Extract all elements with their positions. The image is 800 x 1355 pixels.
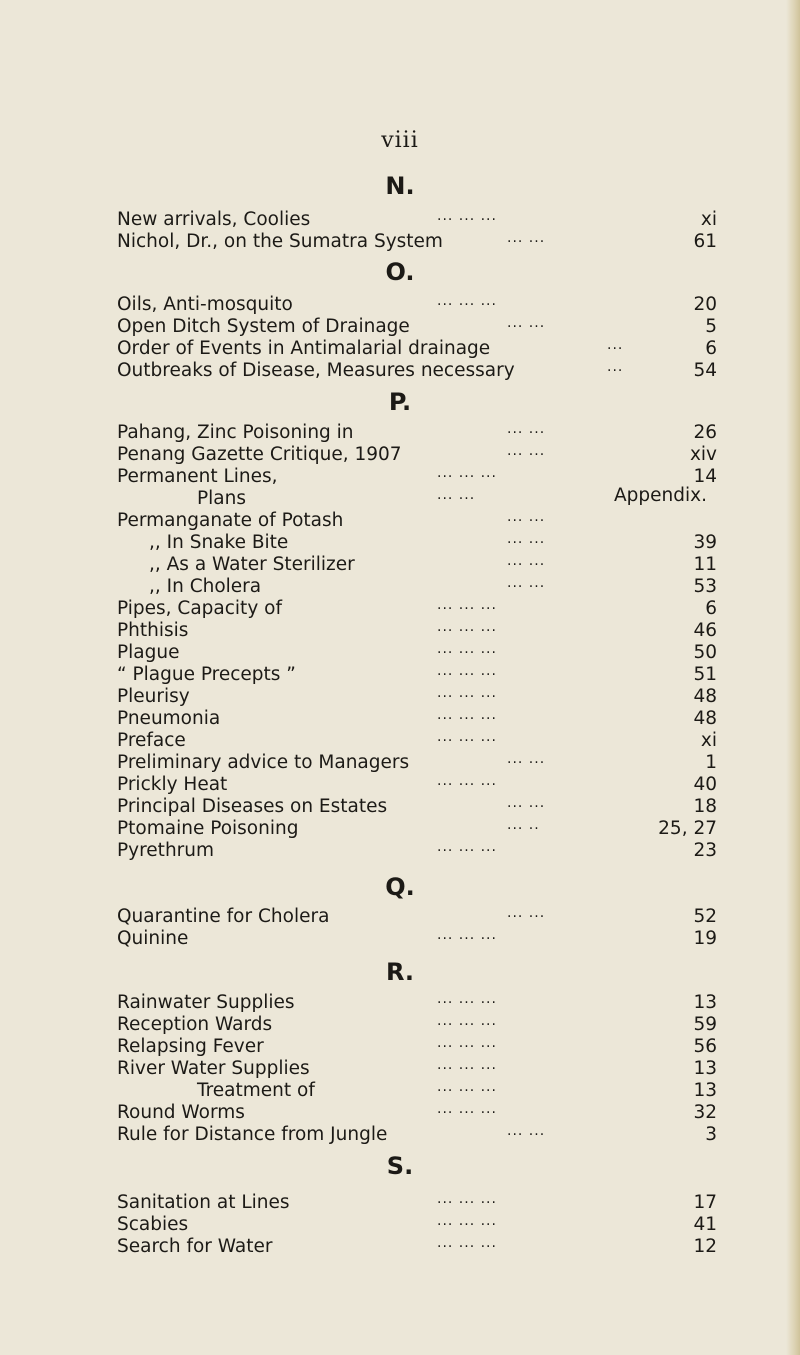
entry-page: 48: [693, 708, 717, 729]
entry-label: Round Worms: [117, 1102, 245, 1123]
entry-label: ,, In Cholera: [149, 576, 262, 597]
entry-label: Relapsing Fever: [117, 1036, 264, 1057]
entry-page: 32: [693, 1102, 717, 1123]
entry-leader: ... ... ...: [437, 685, 497, 701]
entry-leader: ... ..: [507, 817, 540, 833]
entry-label: Quarantine for Cholera: [117, 906, 330, 927]
entry-leader: ... ...: [507, 509, 546, 525]
entry-label: Principal Diseases on Estates: [117, 796, 388, 817]
entry-label: Treatment of: [197, 1080, 315, 1101]
entry-page: 18: [693, 796, 717, 817]
entry-page: 1: [705, 752, 717, 773]
entry-leader: ... ...: [507, 230, 546, 246]
entry-label: Penang Gazette Critique, 1907: [117, 444, 402, 465]
entry-leader: ... ...: [507, 751, 546, 767]
entry-label: Order of Events in Antimalarial drainage: [117, 338, 491, 359]
entry-leader: ... ... ...: [437, 597, 497, 613]
entry-leader: ... ... ...: [437, 641, 497, 657]
entry-page: 5: [705, 316, 717, 337]
entry-leader: ... ...: [507, 1123, 546, 1139]
entry-leader: ... ...: [507, 575, 546, 591]
entry-leader: ... ...: [507, 531, 546, 547]
section-heading-n: N.: [385, 172, 415, 200]
entry-leader: ... ... ...: [437, 208, 497, 224]
entry-leader: ... ... ...: [437, 927, 497, 943]
entry-leader: ... ...: [507, 553, 546, 569]
entry-label: Plague: [117, 642, 180, 663]
entry-leader: ... ... ...: [437, 729, 497, 745]
index-entry: [117, 1234, 717, 1260]
entry-label: “ Plague Precepts ”: [117, 664, 296, 685]
entry-label: Reception Wards: [117, 1014, 273, 1035]
entry-label: Preface: [117, 730, 186, 751]
entry-label: Pneumonia: [117, 708, 221, 729]
index-entry: [117, 229, 717, 255]
entry-leader: ... ... ...: [437, 1213, 497, 1229]
entry-label: Rainwater Supplies: [117, 992, 295, 1013]
entry-page: 13: [693, 1058, 717, 1079]
entry-leader: ... ... ...: [437, 619, 497, 635]
entry-label: Outbreaks of Disease, Measures necessary: [117, 360, 515, 381]
entry-leader: ... ... ...: [437, 1079, 497, 1095]
entry-leader: ... ...: [507, 421, 546, 437]
index-entry: [117, 838, 717, 864]
entry-label: River Water Supplies: [117, 1058, 310, 1079]
entry-leader: ... ... ...: [437, 1191, 497, 1207]
entry-label: Oils, Anti-mosquito: [117, 294, 293, 315]
entry-label: Pipes, Capacity of: [117, 598, 282, 619]
entry-page: xi: [700, 209, 717, 230]
entry-leader: ...: [607, 337, 624, 353]
entry-page: 53: [693, 576, 717, 597]
entry-leader: ... ... ...: [437, 839, 497, 855]
entry-leader: ... ...: [507, 795, 546, 811]
entry-label: Permanent Lines,: [117, 466, 278, 487]
entry-page: 26: [693, 422, 717, 443]
entry-page: 3: [705, 1124, 717, 1145]
entry-leader: ... ... ...: [437, 293, 497, 309]
entry-page: xiv: [689, 444, 717, 465]
entry-label: Plans: [197, 488, 246, 509]
entry-label: Pleurisy: [117, 686, 190, 707]
entry-label: Search for Water: [117, 1236, 273, 1257]
entry-page: 12: [693, 1236, 717, 1257]
entry-leader: ... ...: [507, 443, 546, 459]
section-heading-r: R.: [385, 958, 415, 986]
entry-leader: ... ... ...: [437, 1013, 497, 1029]
entry-page: 17: [693, 1192, 717, 1213]
entry-page: 56: [693, 1036, 717, 1057]
entry-page: 20: [693, 294, 717, 315]
entry-label: Scabies: [117, 1214, 189, 1235]
index-entry: [117, 1122, 717, 1148]
section-heading-p: P.: [388, 388, 412, 416]
entry-leader: ... ... ...: [437, 465, 497, 481]
entry-page: 48: [693, 686, 717, 707]
entry-leader: ... ... ...: [437, 1235, 497, 1251]
entry-leader: ...: [607, 359, 624, 375]
entry-page: 41: [693, 1214, 717, 1235]
entry-page: 52: [693, 906, 717, 927]
entry-label: Preliminary advice to Managers: [117, 752, 410, 773]
entry-label: New arrivals, Coolies: [117, 209, 311, 230]
entry-label: ,, In Snake Bite: [149, 532, 289, 553]
entry-label: ,, As a Water Sterilizer: [149, 554, 355, 575]
entry-leader: ... ... ...: [437, 1057, 497, 1073]
entry-page: 14: [693, 466, 717, 487]
entry-leader: ... ...: [437, 487, 476, 503]
entry-leader: ... ... ...: [437, 991, 497, 1007]
entry-label: Sanitation at Lines: [117, 1192, 290, 1213]
entry-label: Quinine: [117, 928, 189, 949]
section-heading-s: S.: [386, 1152, 414, 1180]
entry-page: 13: [693, 1080, 717, 1101]
entry-label: Ptomaine Poisoning: [117, 818, 299, 839]
entry-leader: ... ... ...: [437, 663, 497, 679]
entry-leader: ... ... ...: [437, 707, 497, 723]
entry-label: Prickly Heat: [117, 774, 228, 795]
entry-page: 51: [693, 664, 717, 685]
entry-label: Permanganate of Potash: [117, 510, 344, 531]
entry-leader: ... ...: [507, 315, 546, 331]
entry-page: 13: [693, 992, 717, 1013]
appendix-label: Appendix.: [614, 485, 707, 506]
entry-page: xi: [700, 730, 717, 751]
entry-page: 61: [693, 231, 717, 252]
index-entry: [117, 358, 717, 384]
entry-page: 25, 27: [658, 818, 717, 839]
entry-page: 40: [693, 774, 717, 795]
section-heading-q: Q.: [385, 873, 415, 901]
entry-leader: ... ... ...: [437, 1035, 497, 1051]
entry-leader: ... ... ...: [437, 773, 497, 789]
page-number: viii: [381, 128, 419, 153]
entry-page: 6: [705, 338, 717, 359]
entry-page: 50: [693, 642, 717, 663]
entry-label: Open Ditch System of Drainage: [117, 316, 410, 337]
entry-leader: ... ...: [507, 905, 546, 921]
entry-label: Pyrethrum: [117, 840, 215, 861]
entry-label: Pahang, Zinc Poisoning in: [117, 422, 354, 443]
entry-page: 19: [693, 928, 717, 949]
entry-page: 39: [693, 532, 717, 553]
entry-label: Phthisis: [117, 620, 189, 641]
entry-label: Nichol, Dr., on the Sumatra System: [117, 231, 443, 252]
entry-page: 54: [693, 360, 717, 381]
entry-page: 11: [693, 554, 717, 575]
entry-page: 23: [693, 840, 717, 861]
entry-label: Rule for Distance from Jungle: [117, 1124, 388, 1145]
section-heading-o: O.: [385, 258, 415, 286]
entry-page: 6: [705, 598, 717, 619]
entry-page: 46: [693, 620, 717, 641]
entry-page: 59: [693, 1014, 717, 1035]
entry-leader: ... ... ...: [437, 1101, 497, 1117]
index-entry: [117, 926, 717, 952]
